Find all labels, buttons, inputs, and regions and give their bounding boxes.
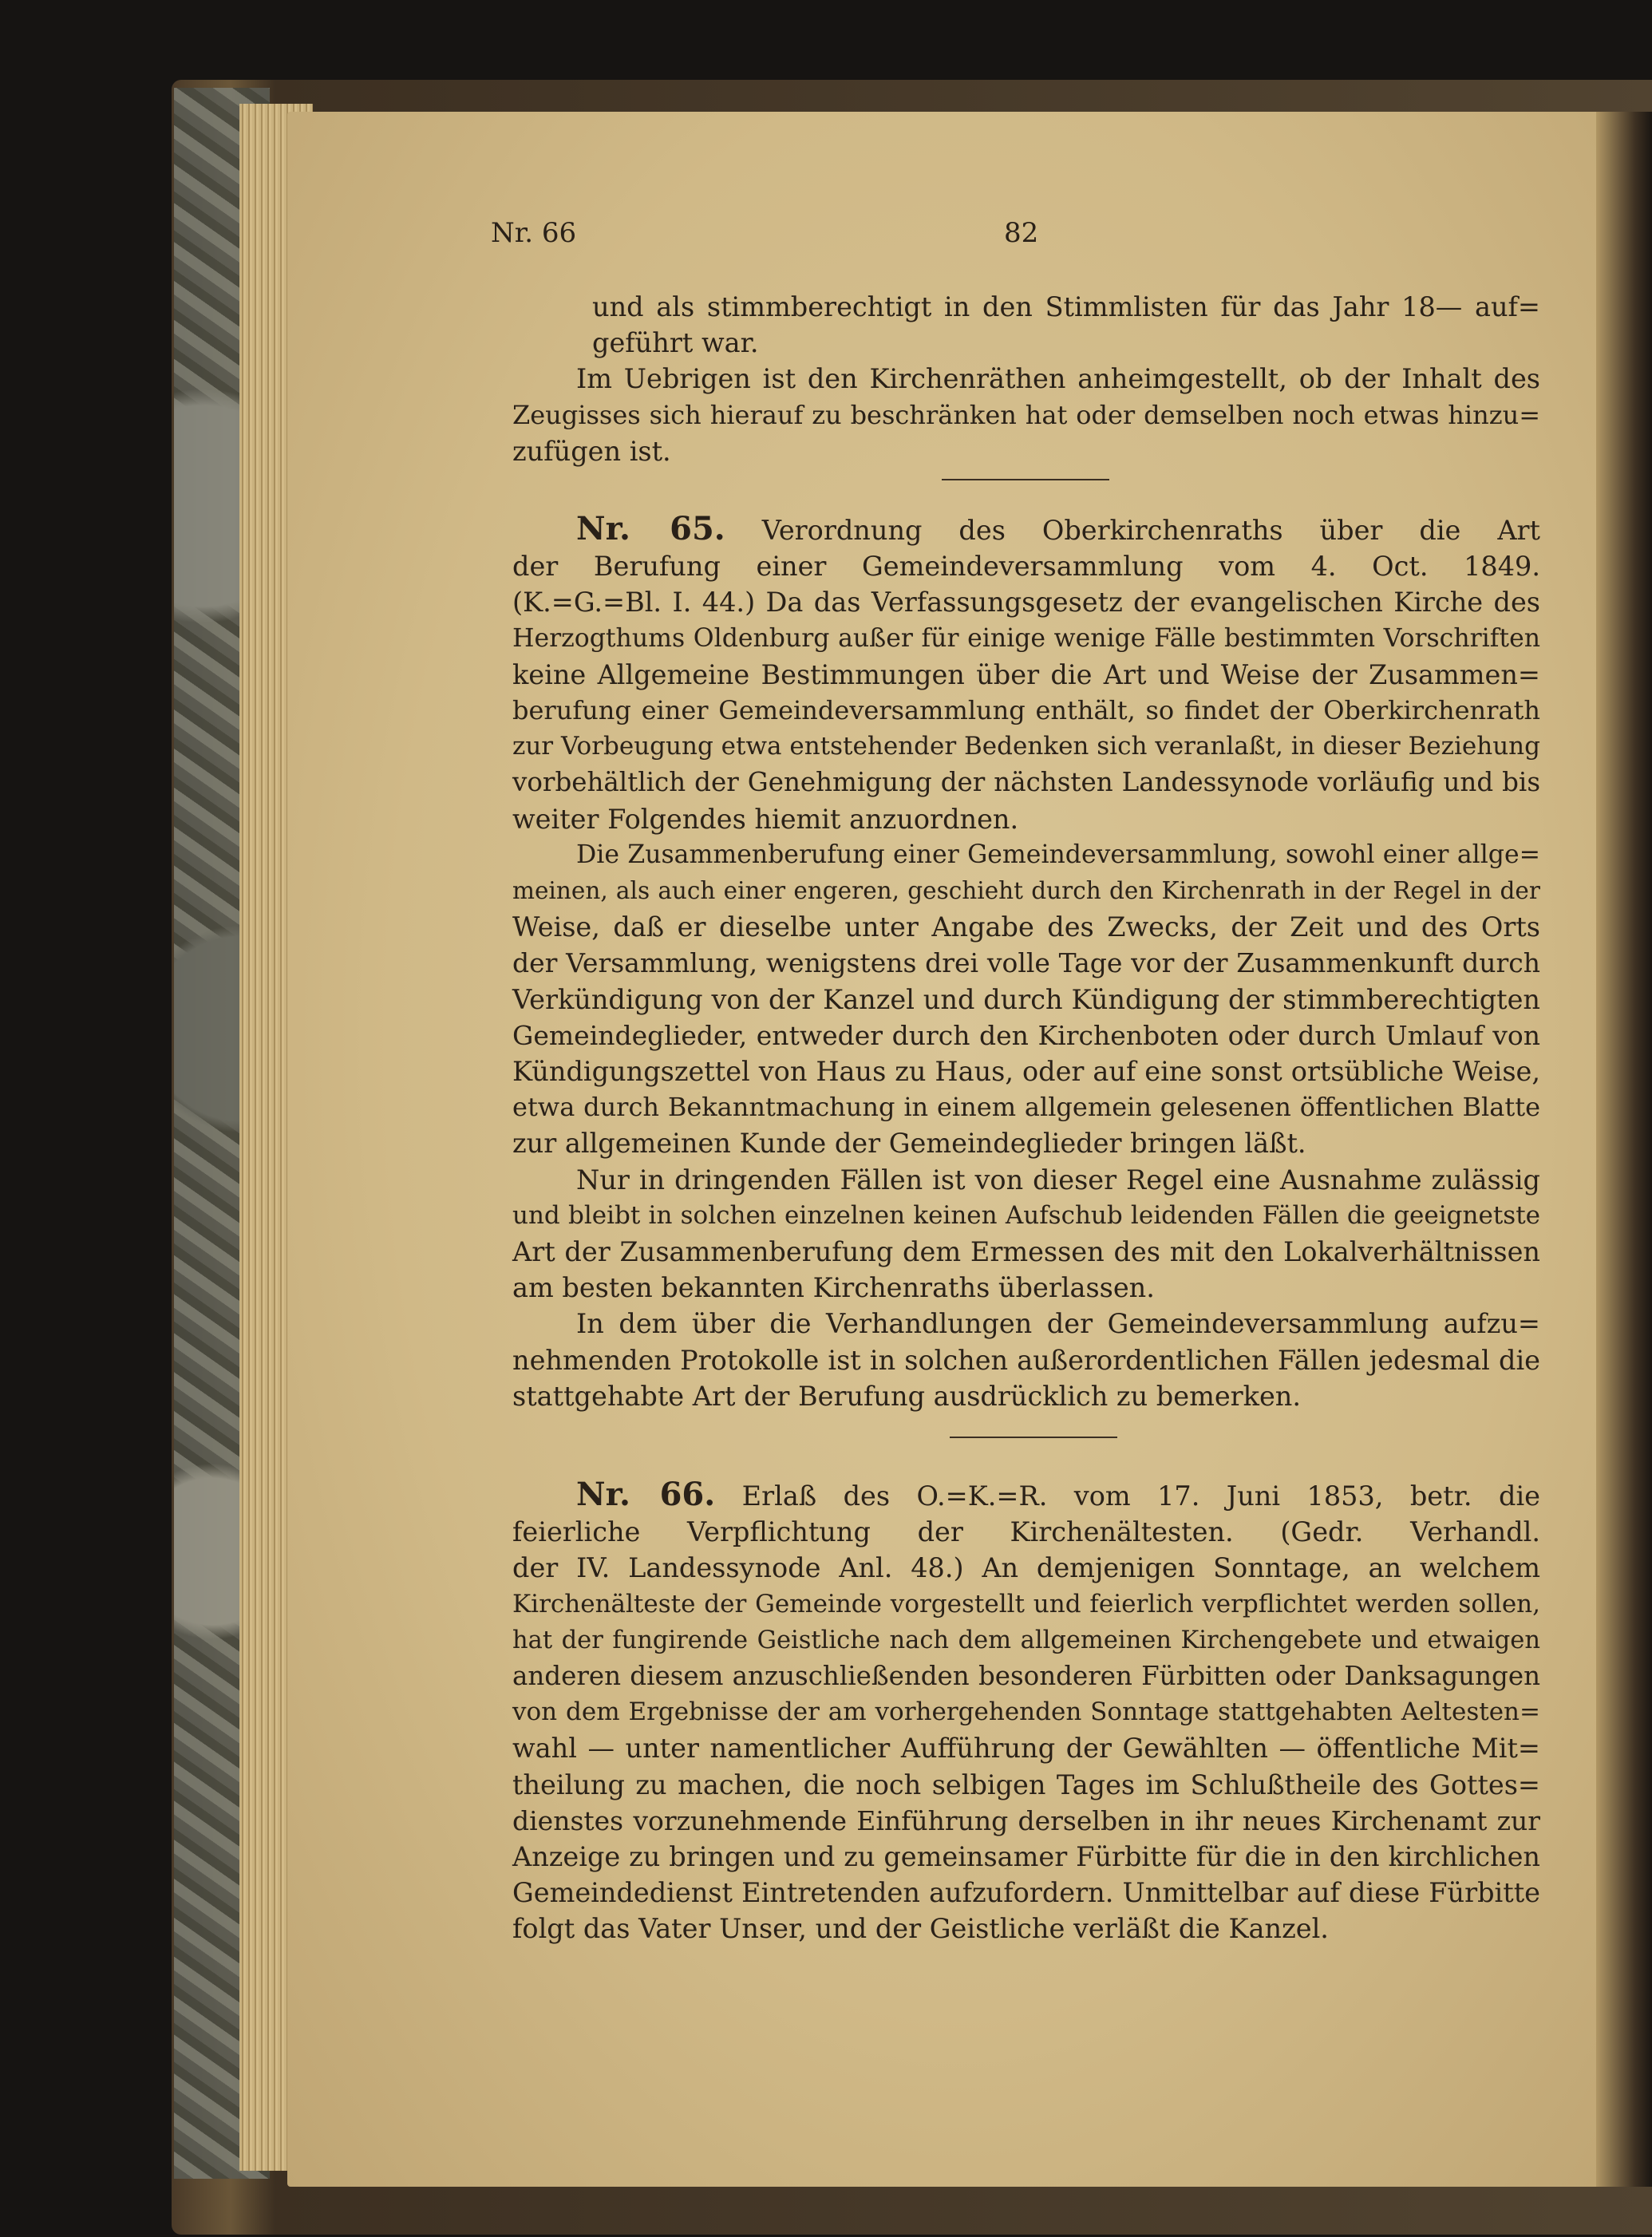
text-line: der Versammlung, wenigstens drei volle Tage vor der Zusammenkunft durch (512, 947, 1540, 979)
text-line: zufügen ist. (512, 435, 671, 467)
text-line: In dem über die Verhandlungen der Gemeindeversammlung aufzu= (576, 1308, 1540, 1340)
section-divider (942, 479, 1109, 480)
text-line: zur Vorbeugung etwa entstehender Bedenken sich veranlaßt, in dieser Beziehung (512, 732, 1540, 761)
text-line: der IV. Landessynode Anl. 48.) An demjenigen Sonntage, an welchem (512, 1552, 1540, 1584)
text-line: Art der Zusammenberufung dem Ermessen des mit den Lokalverhältnissen (512, 1236, 1540, 1268)
section-number: Nr. 65. (576, 510, 725, 547)
section-number: Nr. 66. (576, 1476, 716, 1513)
section-nr-65 (512, 511, 1540, 1414)
text-line: Die Zusammenberufung einer Gemeindeversammlung, sowohl einer allge= (576, 840, 1540, 869)
text-line: von dem Ergebnisse der am vorhergehenden Sonntage stattgehabten Aeltesten= (512, 1698, 1540, 1727)
text-line: feierliche Verpflichtung der Kirchenältesten. (Gedr. Verhandl. (512, 1516, 1540, 1548)
text-line: am besten bekannten Kirchenraths überlassen. (512, 1272, 1155, 1304)
text-line: vorbehältlich der Genehmigung der nächsten Landessynode vorläufig und bis (512, 767, 1540, 798)
text-line: Zeugisses sich hierauf zu beschränken hat oder demselben noch etwas hinzu= (512, 399, 1540, 430)
text-line: Kirchenälteste der Gemeinde vorgestellt und feierlich verpflichtet werden sollen, (512, 1589, 1540, 1618)
text-line: etwa durch Bekanntmachung in einem allgemein gelesenen öffentlichen Blatte (512, 1092, 1540, 1123)
text-line: meinen, als auch einer engeren, geschieht durch den Kirchenrath in der Regel in der (512, 877, 1540, 905)
text-line: Weise, daß er dieselbe unter Angabe des Zwecks, der Zeit und des Orts (512, 911, 1540, 943)
text-line: Anzeige zu bringen und zu gemeinsamer Fürbitte für die in den kirchlichen (512, 1841, 1540, 1873)
text-line: (K.=G.=Bl. I. 44.) Da das Verfassungsgesetz der evangelischen Kirche des (512, 587, 1540, 619)
text-line: anderen diesem anzuschließenden besonderen Fürbitten oder Danksagungen (512, 1661, 1540, 1692)
text-line: nehmenden Protokolle ist in solchen außerordentlichen Fällen jedesmal die (512, 1344, 1540, 1376)
text-line: zur allgemeinen Kunde der Gemeindeglieder bringen läßt. (512, 1128, 1306, 1160)
text-line: Herzogthums Oldenburg außer für einige wenige Fälle bestimmten Vorschriften (512, 623, 1540, 653)
text-line: wahl — unter namentlicher Aufführung der Gewählten — öffentliche Mit= (512, 1733, 1540, 1765)
text-line: folgt das Vater Unser, und der Geistliche verläßt die Kanzel. (512, 1913, 1329, 1945)
continuation-paragraph (512, 289, 1540, 469)
text-line: und als stimmberechtigt in den Stimmlisten für das Jahr 18— auf= (592, 291, 1540, 322)
text-line: Gemeindedienst Eintretenden aufzufordern. Unmittelbar auf diese Fürbitte (512, 1877, 1540, 1909)
text-line: weiter Folgendes hiemit anzuordnen. (512, 803, 1019, 835)
section-title: Verordnung des Oberkirchenraths über die Art (761, 515, 1540, 546)
page-number: 82 (1004, 217, 1039, 249)
text-line: Im Uebrigen ist den Kirchenräthen anheimgestellt, ob der Inhalt des (576, 363, 1540, 395)
text-line: der Berufung einer Gemeindeversammlung vom 4. Oct. 1849. (512, 551, 1540, 583)
running-header: Nr. 66 (491, 217, 577, 249)
text-line: Kündigungszettel von Haus zu Haus, oder auf eine sonst ortsübliche Weise, (512, 1056, 1540, 1088)
text-line: dienstes vorzunehmende Einführung derselben in ihr neues Kirchenamt zur (512, 1804, 1540, 1836)
text-line: hat der fungirende Geistliche nach dem allgemeinen Kirchengebete und etwaigen (512, 1626, 1540, 1654)
section-title: Erlaß des O.=K.=R. vom 17. Juni 1853, betr. die (741, 1480, 1540, 1512)
text-line: stattgehabte Art der Berufung ausdrücklich zu bemerken. (512, 1380, 1302, 1412)
text-line: theilung zu machen, die noch selbigen Tages im Schlußtheile des Gottes= (512, 1769, 1540, 1800)
section-divider (950, 1437, 1117, 1438)
text-line: Nur in dringenden Fällen ist von dieser Regel eine Ausnahme zulässig (576, 1164, 1540, 1196)
text-line: berufung einer Gemeindeversammlung enthält, so findet der Oberkirchenrath (512, 695, 1540, 726)
book-gutter (1596, 112, 1652, 2187)
text-line: keine Allgemeine Bestimmungen über die Art und Weise der Zusammen= (512, 658, 1540, 690)
section-nr-66 (512, 1476, 1540, 1947)
text-line: Verkündigung von der Kanzel und durch Kündigung der stimmberechtigten (512, 983, 1540, 1015)
text-line: Gemeindeglieder, entweder durch den Kirchenboten oder durch Umlauf von (512, 1019, 1540, 1051)
text-line: geführt war. (592, 327, 759, 359)
text-line: und bleibt in solchen einzelnen keinen Aufschub leidenden Fällen die geeignetste (512, 1200, 1540, 1230)
